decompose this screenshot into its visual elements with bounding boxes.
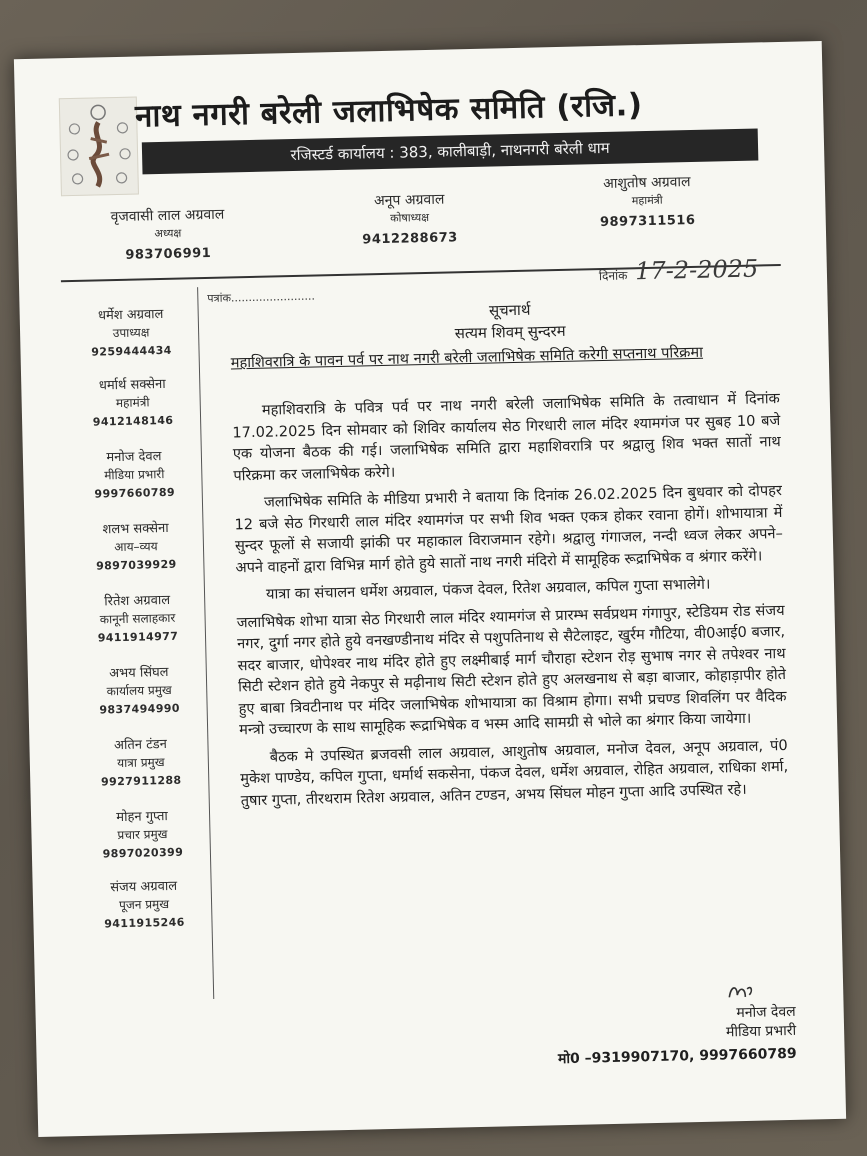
sidebar-member: संजय अग्रवाल पूजन प्रमुख 9411915246 [104,878,185,931]
organization-title: नाथ नगरी बरेली जलाभिषेक समिति (रजि.) [134,87,643,135]
body-paragraph: महाशिवरात्रि के पवित्र पर्व पर नाथ नगरी बरेली जलाभिषेक समिति के तत्वाधान में दिनांक 17.02.2025 दिन सोमवार को शिविर कार्यालय सेठ गिरधारी लाल मंदिर श्यामगंज पर सुबह 10 बजे एक योजना बैठक की गई। जलाभिषेक समिति द्वारा महाशिवरात्रि पर श्रद्वालु शिव भक्त सातों नाथ परिक्रमा कर जलाभिषेक करेगे। [232,390,781,484]
body-paragraph: यात्रा का संचालन धर्मेश अग्रवाल, पंकज देवल, रितेश अग्रवाल, कपिल गुप्ता सभालेगे। [265,575,711,603]
officer-treasurer: अनूप अग्रवाल कोषाध्यक्ष 9412288673 [362,191,458,248]
letter-body [232,388,789,817]
body-paragraph: जलाभिषेक समिति के मीडिया प्रभारी ने बताया कि दिनांक 26.02.2025 दिन बुधवार को दोपहर 12 बजे सेठ गिरधारी लाल मंदिर श्यामगंज पर सभी शिव भक्त एकत्र होकर रवाना होगें। शोभायात्रा में सुन्दर फूलों से सजायी झांकी पर महाकाल विराजमान रहेगे। श्रद्वालु गंगाजल, नन्दी ध्वज लेकर अपने–अपने वाहनों द्वारा विभिन्न मार्ग होते हुये सातों नाथ नगरी मंदिरो में सामूहिक रूद्राभिषेक व श्रंगार करेंगे। [234,481,784,576]
registered-office-bar: रजिस्टर्ड कार्यालय : 383, कालीबाड़ी, नाथनगरी बरेली धाम [142,128,759,174]
signatory-role: मीडिया प्रभारी [725,1022,797,1041]
sidebar-member: अतिन टंडन यात्रा प्रमुख 9927911288 [100,737,182,789]
sidebar-member: मोहन गुप्ता प्रचार प्रमुख 9897020399 [102,809,184,861]
motto-heading: सत्यम शिवम् सुन्दरम [454,321,566,343]
sidebar-member: धर्मार्थ सक्सेना महामंत्री 9412148146 [92,376,174,429]
letter-sheet [14,41,846,1137]
sidebar-member: अभय सिंघल कार्यालय प्रमुख 9837494990 [99,664,181,717]
reference-number: पत्रांक........................ [207,289,316,305]
notice-heading: सूचनार्थ [488,300,531,320]
body-paragraph: जलाभिषेक शोभा यात्रा सेठ गिरधारी लाल मंदिर श्यामगंज से प्रारम्भ सर्वप्रथम गंगापुर, स्टेडियम रोड संजय नगर, दुर्गा नगर होते हुये वनखण्डीनाथ मंदिर से पशुपतिनाथ से सैटेलाइट, खुर्रम गौटिया, वी0आई0 बजार, सदर बाजार, धोपेश्वर नाथ मंदिर होते हुए लक्ष्मीबाई मार्ग चौराहा स्टेशन रोड़ सुभाष नगर से तपेश्वर नाथ सिटी स्टेशन होते हुये नेकपुर से मढ़ीनाथ सिटी स्टेशन होते हुए अलखनाथ से बड़ा बाजार, कोहाड़ापीर होते हुए बाबा त्रिवटीनाथ पर मंदिर जलाभिषेक शोभायात्रा का विश्राम होगा। सभी प्रचण्ड शिवलिंग पर वैदिक मन्त्रो उच्चारण के साथ सामूहिक रूद्राभिषेक व भस्म आदि सामग्री से भोले का श्रंगार किया जायेगा। [236,601,787,739]
signatory-name: मनोज देवल [736,1003,796,1022]
officer-president: वृजवासी लाल अग्रवाल अध्यक्ष 983706991 [110,206,225,263]
handwritten-date: 17-2-2025 [634,254,759,286]
sidebar-member: शलभ सक्सेना आय–व्यय 9897039929 [95,520,177,573]
body-paragraph: बैठक मे उपस्थित ब्रजवसी लाल अग्रवाल, आशुतोष अग्रवाल, मनोज देवल, अनूप अग्रवाल, पं0 मुकेश पाण्डेय, कपिल गुप्ता, धर्मार्थ सकसेना, पंकज देवल, धर्मेश अग्रवाल, रोहित अग्रवाल, राधिका शर्मा, तुषार गुप्ता, तीरथराम रितेश अग्रवाल, अतिन टण्डन, अभय सिंघल मोहन गुप्ता आदि उपस्थित रहे। [240,736,789,809]
letter-subject: महाशिवरात्रि के पावन पर्व पर नाथ नगरी बरेली जलाभिषेक समिति करेगी सप्तनाथ परिक्रमा [230,343,704,372]
date-line: दिनांक 17-2-2025 [598,254,759,286]
signature-scribble [725,981,755,1004]
signatory-mobile: मो0 –9319907170, 9997660789 [557,1045,797,1068]
sidebar-member: धर्मेश अग्रवाल उपाध्यक्ष 9259444434 [91,306,172,359]
sidebar-member: रितेश अग्रवाल कानूनी सलाहकार 9411914977 [97,592,179,645]
officer-general-secretary: आशुतोष अग्रवाल महामंत्री 9897311516 [599,173,696,231]
sidebar-member: मनोज देवल मीडिया प्रभारी 9997660789 [94,449,176,501]
shiva-logo [59,97,139,197]
signature-block [556,980,796,1068]
